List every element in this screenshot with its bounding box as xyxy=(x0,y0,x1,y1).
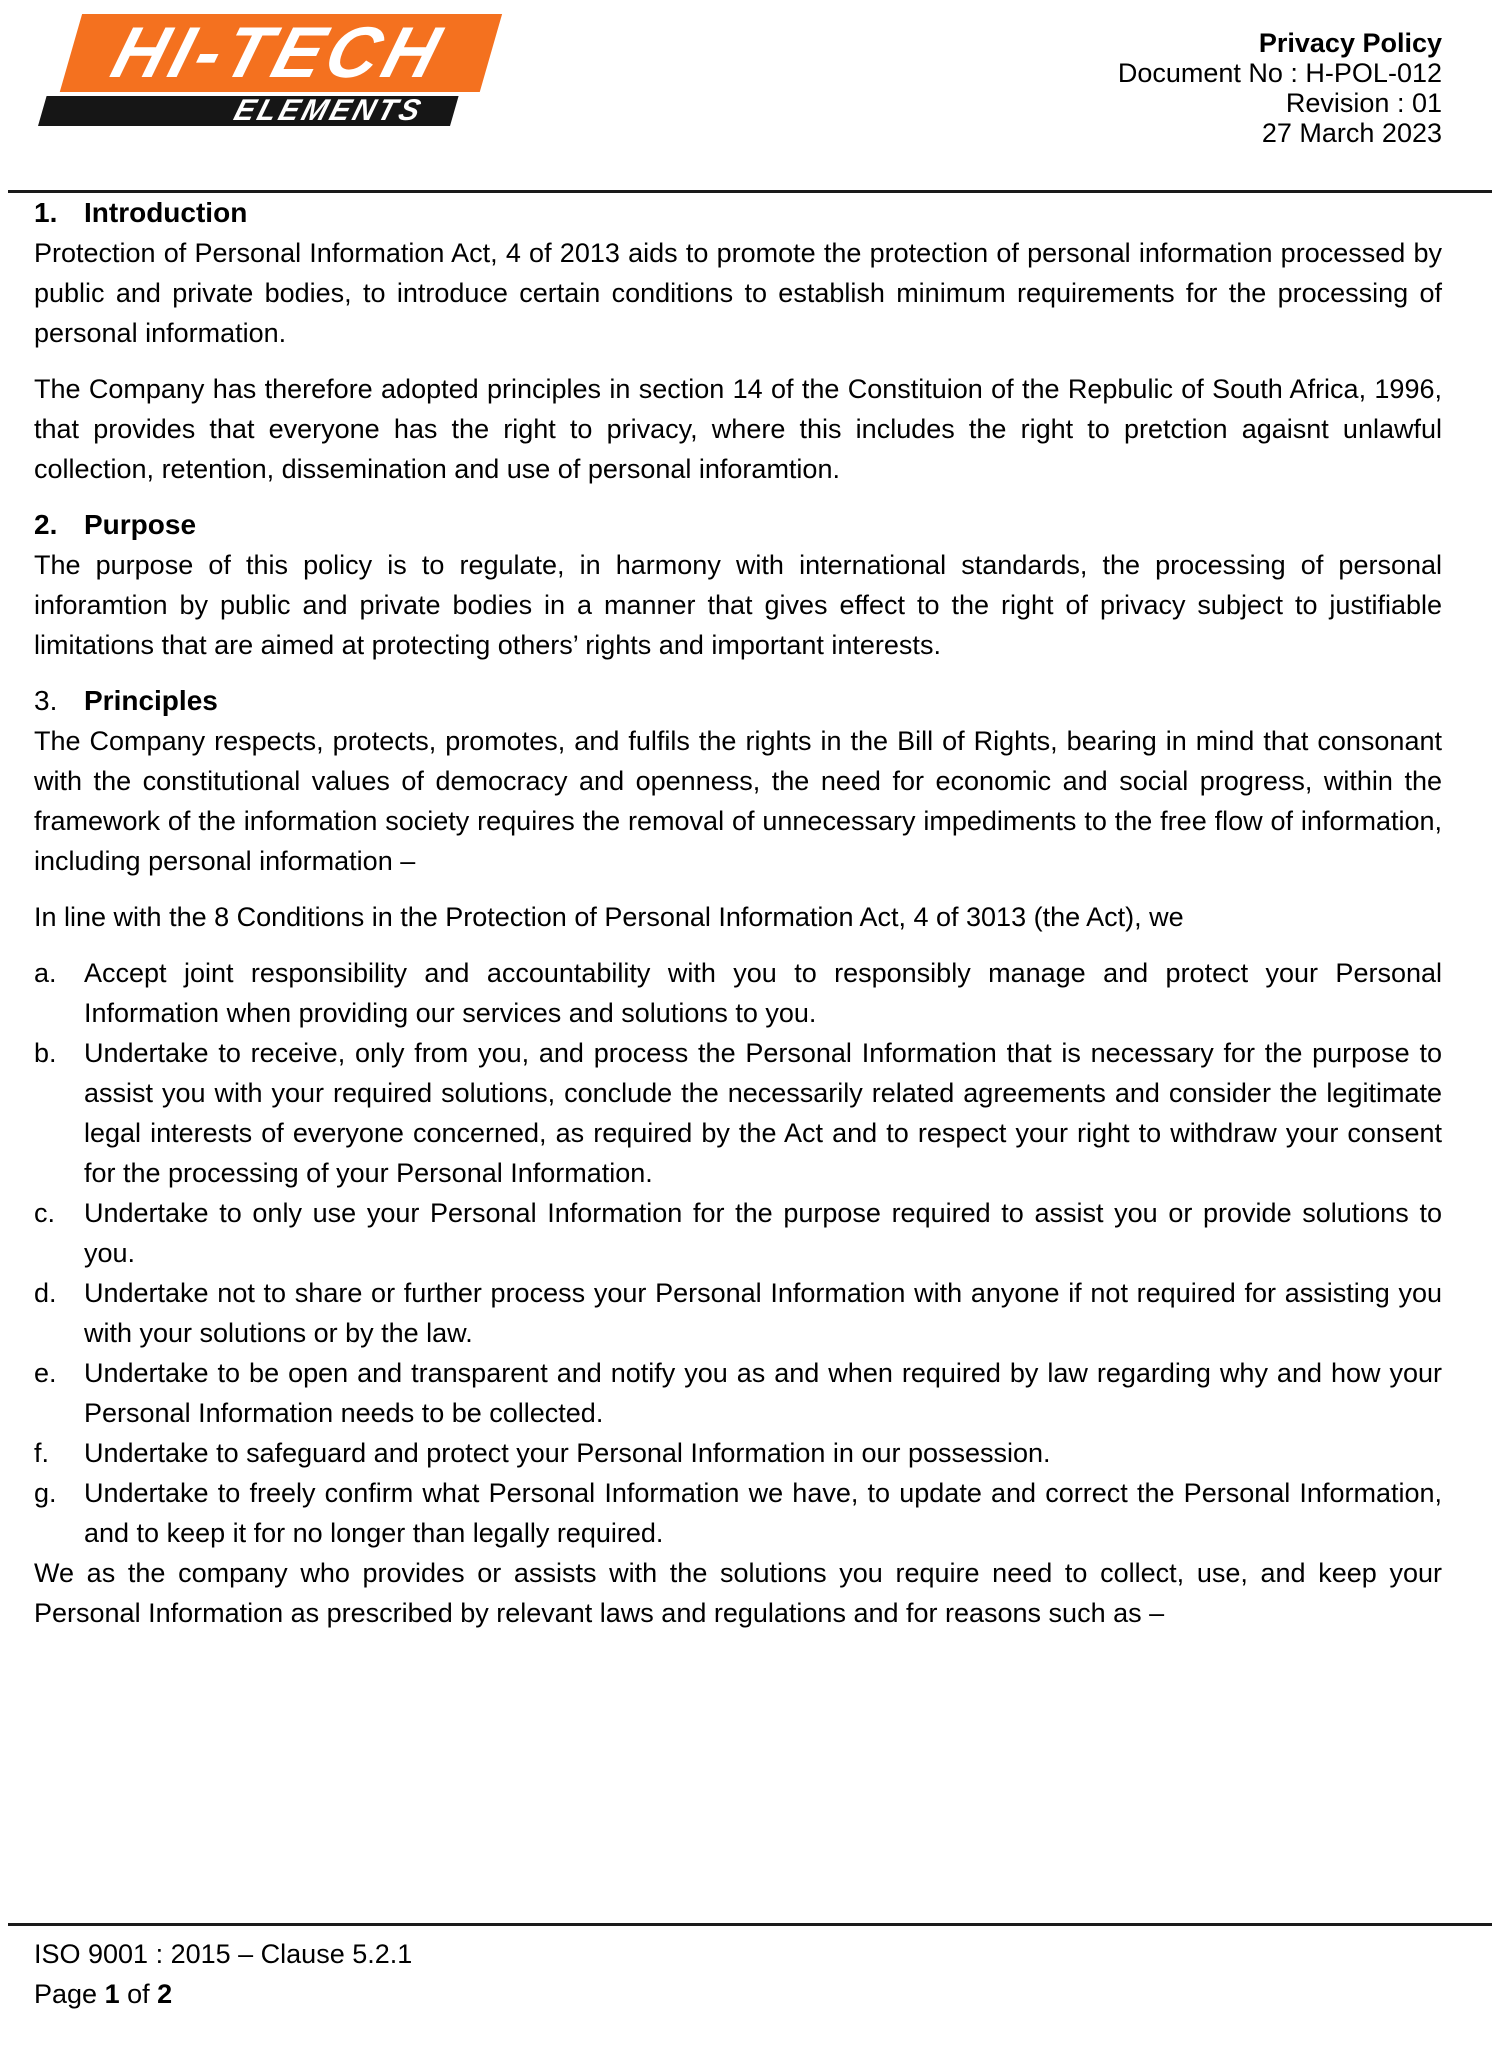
section-number: 1. xyxy=(34,197,58,228)
list-item xyxy=(34,1273,1442,1353)
document-title: Privacy Policy xyxy=(1258,28,1442,58)
list-item-marker: g. xyxy=(34,1478,57,1508)
list-item-text: Undertake to receive, only from you, and process the Personal Information that is necessary for the purpose to assist you with your required solutions, conclude the necessarily related agreements and consider the legitimate legal interests of everyone concerned, as required by the Act and to respect your right to withdraw your consent for the processing of your Personal Information. xyxy=(84,1038,1442,1188)
list-item-text: Accept joint responsibility and accountability with you to responsibly manage and protect your Personal Information when providing our services and solutions to you. xyxy=(84,958,1442,1028)
page-number: 1 xyxy=(104,1979,120,2009)
iso-reference: ISO 9001 : 2015 – Clause 5.2.1 xyxy=(34,1939,413,1969)
section-heading-principles xyxy=(34,681,1442,721)
page-header xyxy=(0,0,1500,190)
list-item xyxy=(34,1353,1442,1433)
list-item-marker: a. xyxy=(34,958,57,988)
document-revision: Revision : 01 xyxy=(1285,88,1442,118)
list-item xyxy=(34,1433,1442,1473)
logo-text-elements: ELEMENTS xyxy=(230,94,428,127)
page-footer xyxy=(0,1923,1500,2072)
paragraph: The purpose of this policy is to regulate, in harmony with international standards, the processing of personal inforamtion by public and private bodies in a manner that gives effect to the right of privacy subject to justifiable limitations that are aimed at protecting others’ rights and important interests. xyxy=(34,550,1442,660)
list-item-text: Undertake to be open and transparent and notify you as and when required by law regarding why and how your Personal Information needs to be collected. xyxy=(84,1358,1442,1428)
paragraph: Protection of Personal Information Act, 4 of 2013 aids to promote the protection of personal information processed by public and private bodies, to introduce certain conditions to establish minimum requirements for the processing of personal information. xyxy=(34,238,1442,348)
footer-text xyxy=(0,1926,1500,2014)
list-item xyxy=(34,1033,1442,1193)
page-of-label: of xyxy=(127,1979,150,2009)
list-item-marker: e. xyxy=(34,1358,57,1388)
list-item xyxy=(34,953,1442,1033)
paragraph: The Company has therefore adopted principles in section 14 of the Constituion of the Repbulic of South Africa, 1996, that provides that everyone has the right to privacy, where this includes the right to pretction agaisnt unlawful collection, retention, dissemination and use of personal inforamtion. xyxy=(34,374,1442,484)
list-item-text: Undertake to only use your Personal Information for the purpose required to assist you or provide solutions to you. xyxy=(84,1198,1442,1268)
section-title: Purpose xyxy=(84,509,197,540)
section-number: 3. xyxy=(34,685,58,716)
section-heading-introduction xyxy=(34,193,1442,233)
document-meta xyxy=(1118,10,1442,148)
closing-paragraph: We as the company who provides or assists with the solutions you require need to collect, use, and keep your Personal Information as prescribed by relevant laws and regulations and for reasons such as – xyxy=(34,1558,1442,1628)
page-label: Page xyxy=(34,1979,98,2009)
list-item-marker: d. xyxy=(34,1278,57,1308)
page-indicator xyxy=(34,1974,1442,2014)
conditions-intro-line: In line with the 8 Conditions in the Protection of Personal Information Act, 4 of 3013 (the Act), we xyxy=(34,902,1184,932)
section-heading-purpose xyxy=(34,505,1442,545)
document-date: 27 March 2023 xyxy=(1261,118,1442,148)
list-item-marker: b. xyxy=(34,1038,57,1068)
page-total: 2 xyxy=(157,1979,173,2009)
logo-text-hitech: HI-TECH xyxy=(103,13,454,93)
document-number: Document No : H-POL-012 xyxy=(1117,58,1442,88)
section-title: Introduction xyxy=(84,197,248,228)
conditions-list xyxy=(34,953,1442,1553)
list-item xyxy=(34,1193,1442,1273)
list-item-text: Undertake not to share or further process your Personal Information with anyone if not required for assisting you with your solutions or by the law. xyxy=(84,1278,1442,1348)
paragraph: The Company respects, protects, promotes, and fulfils the rights in the Bill of Rights, bearing in mind that consonant with the constitutional values of democracy and openness, the need for economic and social progress, within the framework of the information society requires the removal of unnecessary impediments to the free flow of information, including personal information – xyxy=(34,726,1442,876)
list-item-text: Undertake to safeguard and protect your Personal Information in our possession. xyxy=(84,1438,1051,1468)
company-logo xyxy=(50,14,502,126)
document-body xyxy=(0,193,1500,1633)
logo-black-banner xyxy=(38,96,459,126)
list-item xyxy=(34,1473,1442,1553)
list-item-marker: c. xyxy=(34,1198,56,1228)
section-number: 2. xyxy=(34,509,58,540)
list-item-marker: f. xyxy=(34,1438,50,1468)
list-item-text: Undertake to freely confirm what Personal Information we have, to update and correct the Personal Information, and to keep it for no longer than legally required. xyxy=(84,1478,1442,1548)
logo-orange-banner xyxy=(60,14,502,92)
section-title: Principles xyxy=(84,685,218,716)
